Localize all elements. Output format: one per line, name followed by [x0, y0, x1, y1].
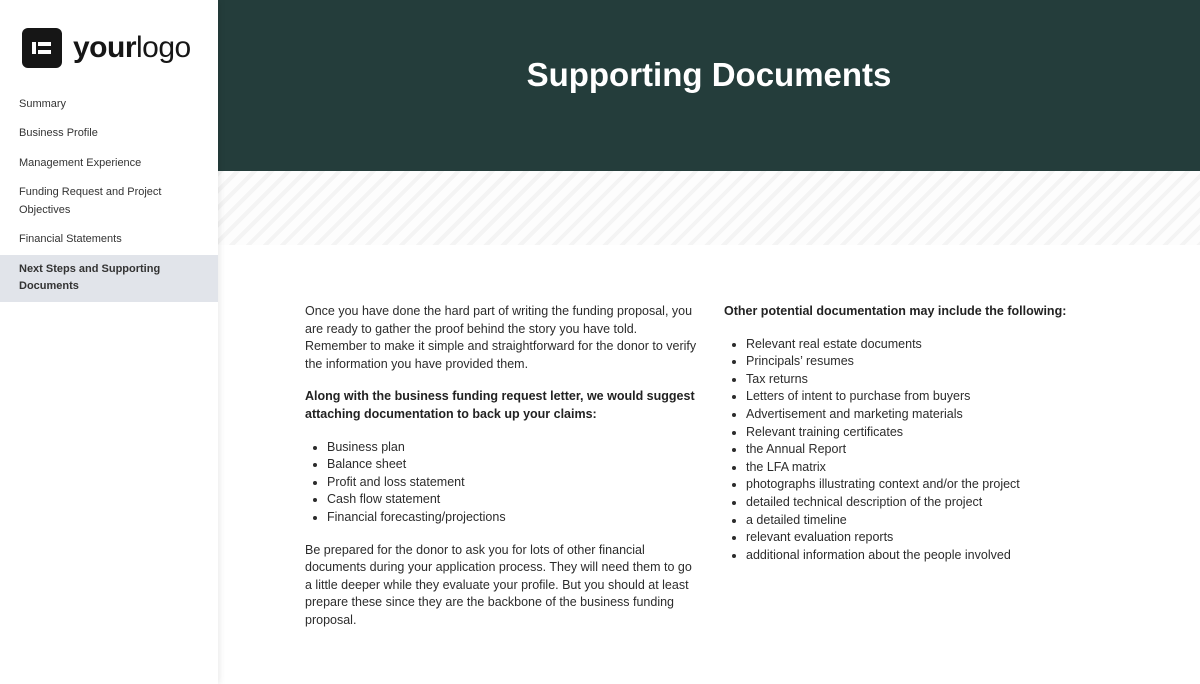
list-item: • Letters of intent to purchase from buyers — [746, 388, 1124, 406]
closing-paragraph: Be prepared for the donor to ask you for lots of other financial documents during your application process. They will need them to go a little deeper while they evaluate your profile. But you should at least prepare these since they are the backbone of the business funding proposal. — [305, 542, 692, 627]
list-item: • additional information about the people involved — [746, 547, 1124, 565]
list-item: • a detailed timeline — [746, 512, 1124, 530]
intro-paragraph: Once you have done the hard part of writing the funding proposal, you are ready to gather the proof behind the story you have told. Remember to make it simple and straightforward for the donor to verify the information you have provided them. — [305, 304, 697, 371]
sidebar-item-funding-request[interactable]: Funding Request and Project Objectives — [19, 186, 162, 216]
list-item: • Profit and loss statement — [327, 474, 697, 492]
logo-icon — [22, 28, 62, 68]
sidebar-item-next-steps[interactable]: Next Steps and Supporting Documents — [0, 255, 218, 302]
list-item: • the Annual Report — [746, 441, 1124, 459]
list-item: • Advertisement and marketing materials — [746, 406, 1124, 424]
sidebar-item-management-experience[interactable]: Management Experience — [19, 156, 142, 169]
page-header — [218, 0, 1200, 171]
list-item: • relevant evaluation reports — [746, 529, 1124, 547]
list-item: • Financial forecasting/projections — [327, 509, 697, 527]
other-docs-list — [746, 336, 1124, 565]
page-title: Supporting Documents — [526, 56, 892, 93]
right-column — [724, 303, 1124, 579]
other-docs-heading: Other potential documentation may include the following: — [724, 304, 1067, 318]
sidebar-item-summary[interactable]: Summary — [19, 98, 67, 110]
sidebar-item-financial-statements[interactable]: Financial Statements — [19, 233, 122, 246]
list-item: • photographs illustrating context and/or the project — [746, 476, 1124, 494]
sidebar-nav — [0, 96, 218, 314]
list-item: • the LFA matrix — [746, 459, 1124, 477]
list-item: • Tax returns — [746, 371, 1124, 389]
sidebar-item-business-profile[interactable]: Business Profile — [19, 127, 98, 140]
list-item: • Balance sheet — [327, 456, 697, 474]
decorative-stripes — [218, 171, 1200, 245]
left-column — [305, 303, 697, 645]
list-item: • Cash flow statement — [327, 491, 697, 509]
lead-paragraph: Along with the business funding request letter, we would suggest attaching documentation to back up your claims: — [305, 389, 695, 421]
list-item: • Relevant real estate documents — [746, 336, 1124, 354]
list-item: • detailed technical description of the project — [746, 494, 1124, 512]
list-item: • Business plan — [327, 439, 697, 457]
logo-text: yourlogo — [73, 31, 191, 64]
sidebar — [0, 0, 218, 684]
suggested-docs-list — [327, 439, 697, 527]
list-item: • Principals’ resumes — [746, 353, 1124, 371]
logo[interactable] — [22, 28, 191, 68]
list-item: • Relevant training certificates — [746, 424, 1124, 442]
